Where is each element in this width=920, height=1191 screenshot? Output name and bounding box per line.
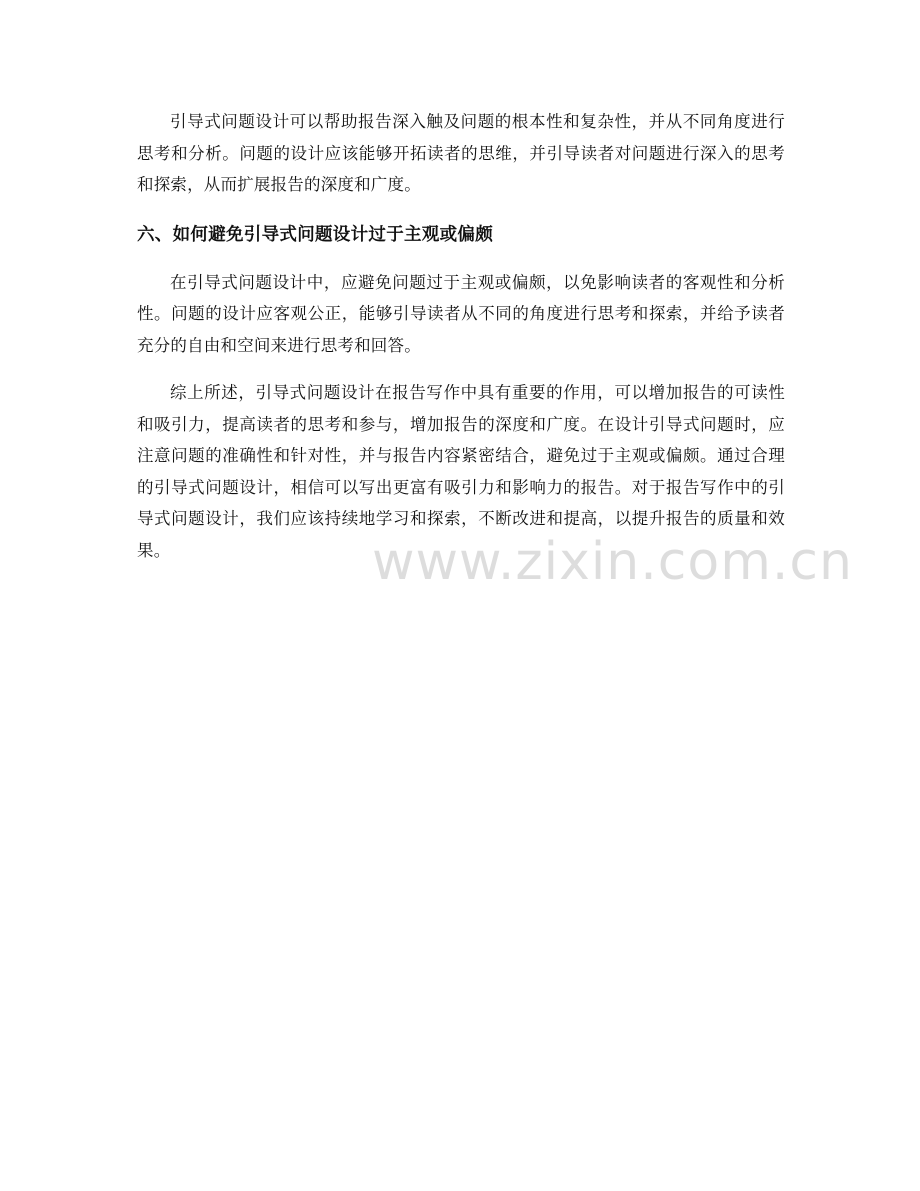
watermark-text: www.zixin.com.cn bbox=[372, 532, 853, 592]
section-heading: 六、如何避免引导式问题设计过于主观或偏颇 bbox=[137, 224, 493, 245]
document-body bbox=[137, 106, 785, 566]
section-paragraph: 在引导式问题设计中，应避免问题过于主观或偏颇，以免影响读者的客观性和分析性。问题的设计应客观公正，能够引导读者从不同的角度进行思考和探索，并给予读者充分的自由和空间来进行思考和回答。 bbox=[137, 272, 785, 355]
intro-paragraph: 引导式问题设计可以帮助报告深入触及问题的根本性和复杂性，并从不同角度进行思考和分析。问题的设计应该能够开拓读者的思维，并引导读者对问题进行深入的思考和探索，从而扩展报告的深度和广度。 bbox=[137, 112, 785, 194]
conclusion-paragraph: 综上所述，引导式问题设计在报告写作中具有重要的作用，可以增加报告的可读性和吸引力，提高读者的思考和参与，增加报告的深度和广度。在设计引导式问题时，应注意问题的准确性和针对性，并与报告内容紧密结合，避免过于主观或偏颇。通过合理的引导式问题设计，相信可以写出更富有吸引力和影响力的报告。对于报告写作中的引导式问题设计，我们应该持续地学习和探索，不断改进和提高，以提升报告的质量和效果。 bbox=[137, 383, 785, 560]
